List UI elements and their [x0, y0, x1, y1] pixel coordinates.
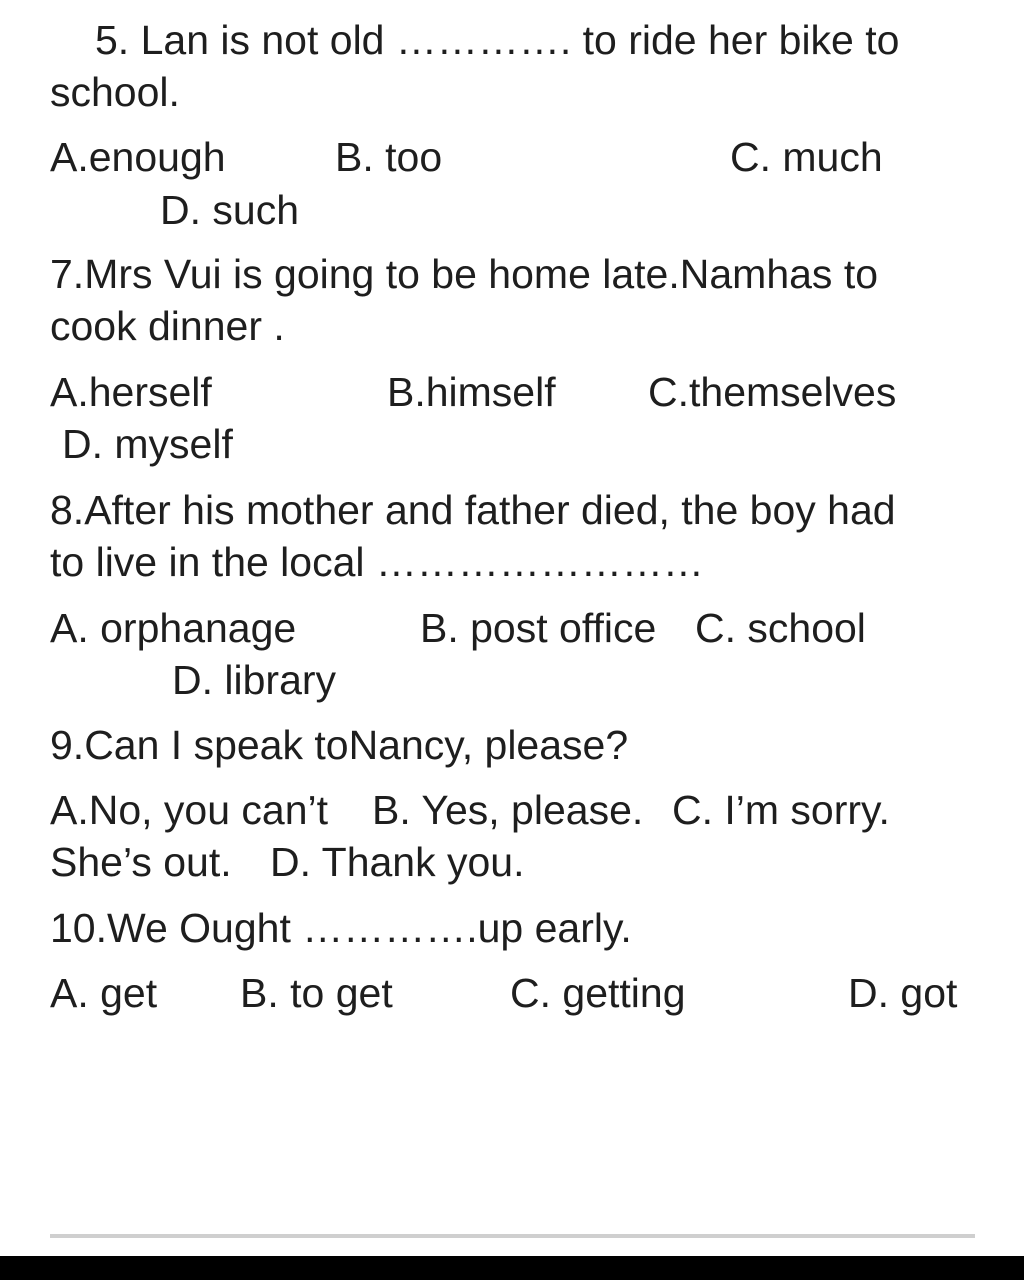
question-9-option-c-continued: She’s out.	[50, 839, 232, 885]
question-8-option-d: D. library	[172, 657, 337, 703]
question-9-text: 9.Can I speak toNancy, please?	[50, 722, 629, 768]
question-7-text-line-2: cook dinner .	[50, 303, 285, 349]
question-8-option-c: C. school	[695, 605, 866, 651]
bottom-black-bar	[0, 1256, 1024, 1280]
question-5-text-line-2: school.	[50, 69, 180, 115]
question-10-option-c: C. getting	[510, 970, 686, 1016]
question-9-option-a: A.No, you can’t	[50, 787, 329, 833]
question-10-text: 10.We Ought ………….up early.	[50, 905, 632, 951]
question-7-text-line-1: 7.Mrs Vui is going to be home late.Namhas to	[50, 251, 879, 297]
question-5-option-a: A.enough	[50, 134, 226, 180]
question-8-text-line-2: to live in the local ……………………	[50, 539, 704, 585]
question-5-option-c: C. much	[730, 134, 883, 180]
question-8-option-a: A. orphanage	[50, 605, 297, 651]
question-10-option-b: B. to get	[240, 970, 393, 1016]
question-5-text-line-1: 5. Lan is not old …………. to ride her bike to	[95, 17, 900, 63]
question-9-option-d: D. Thank you.	[270, 839, 525, 885]
footer-divider	[50, 1234, 975, 1238]
question-5-option-d: D. such	[160, 187, 299, 233]
question-8-option-b: B. post office	[420, 605, 657, 651]
question-5-option-b: B. too	[335, 134, 443, 180]
question-10-option-a: A. get	[50, 970, 158, 1016]
question-7-option-c: C.themselves	[648, 369, 897, 415]
question-7-option-d: D. myself	[62, 421, 233, 467]
question-9-option-b: B. Yes, please.	[372, 787, 644, 833]
question-8-text-line-1: 8.After his mother and father died, the boy had	[50, 487, 896, 533]
question-7-option-a: A.herself	[50, 369, 212, 415]
question-7-option-b: B.himself	[387, 369, 556, 415]
question-9-option-c: C. I’m sorry.	[672, 787, 890, 833]
question-10-option-d: D. got	[848, 970, 958, 1016]
